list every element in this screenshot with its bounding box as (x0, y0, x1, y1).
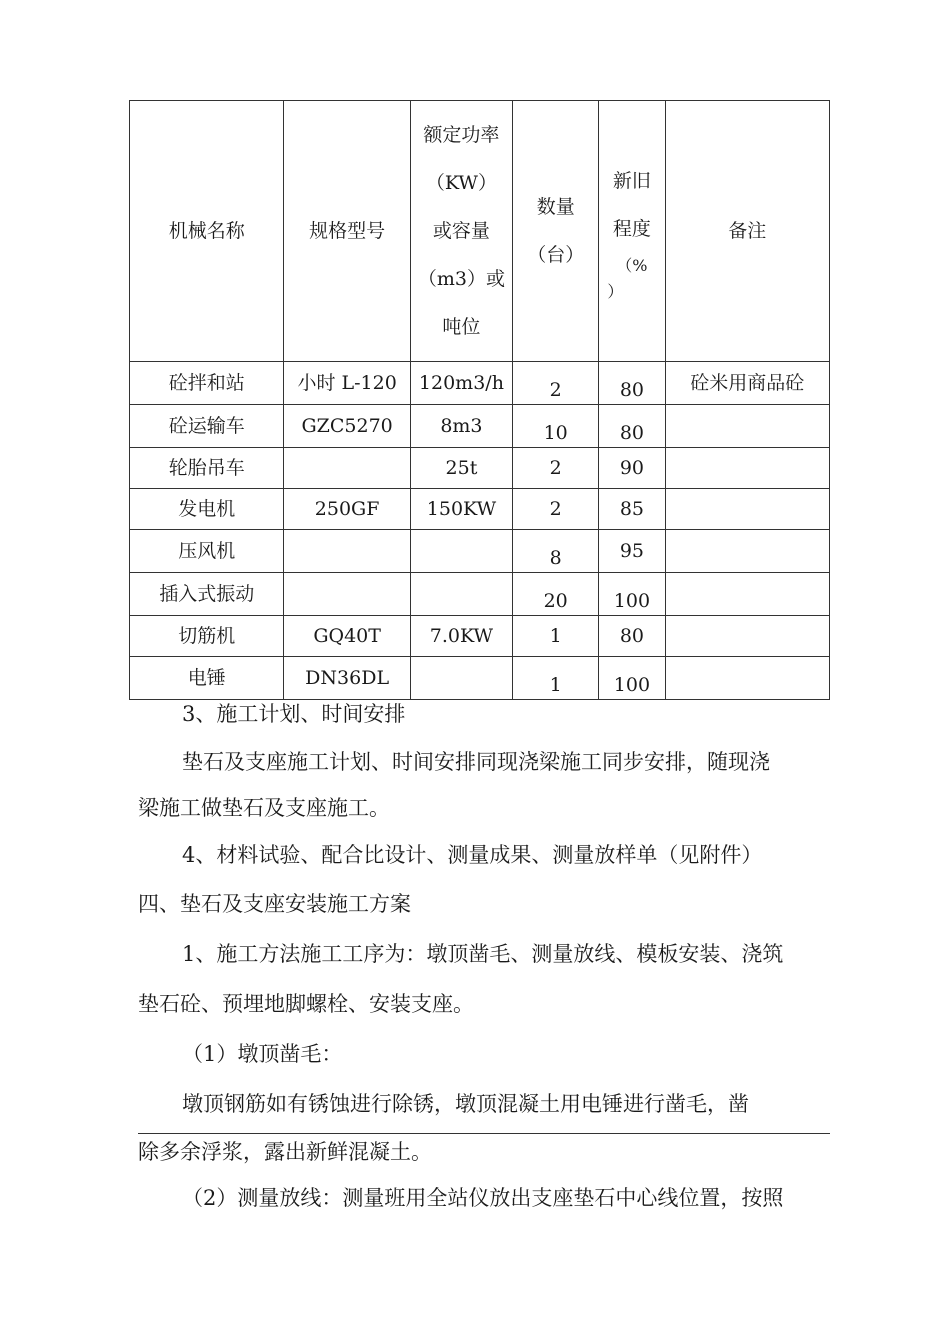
cell-cond: 85 (599, 489, 665, 530)
cell-name: 压风机 (130, 530, 284, 573)
table-row (130, 530, 830, 573)
paragraph-line: （2）测量放线：测量班用全站仪放出支座垫石中心线位置，按照 (182, 1186, 784, 1210)
cell-qty: 2 (513, 489, 599, 530)
section-heading-3: 3、施工计划、时间安排 (182, 702, 406, 726)
header-condition: 新旧 程度 （% ） (599, 101, 665, 362)
cell-remark: 砼米用商品砼 (665, 362, 830, 405)
cell-power: 150KW (410, 489, 512, 530)
cell-name: 砼运输车 (130, 405, 284, 448)
cell-cond: 100 (599, 573, 665, 616)
cell-name: 插入式振动 (130, 573, 284, 616)
header-qty: 数量 （台） (513, 101, 599, 362)
cell-cond: 90 (599, 448, 665, 489)
table-row (130, 616, 830, 657)
cell-remark (665, 530, 830, 573)
paragraph-line: 1、施工方法施工工序为：墩顶凿毛、测量放线、模板安装、浇筑 (182, 942, 784, 966)
paragraph-line: 梁施工做垫石及支座施工。 (138, 796, 390, 820)
cell-remark (665, 489, 830, 530)
cell-remark (665, 657, 830, 700)
cell-power: 7.0KW (410, 616, 512, 657)
cell-qty: 10 (513, 405, 599, 448)
header-power: 额定功率 （KW） 或容量 （m3）或 吨位 (410, 101, 512, 362)
cell-qty: 2 (513, 448, 599, 489)
cell-qty: 8 (513, 530, 599, 573)
cell-cond: 80 (599, 616, 665, 657)
cell-cond: 80 (599, 405, 665, 448)
cell-power (410, 573, 512, 616)
cell-power: 120m3/h (410, 362, 512, 405)
separator-line (138, 1133, 830, 1134)
cell-qty: 1 (513, 616, 599, 657)
table-row (130, 405, 830, 448)
cell-cond: 95 (599, 530, 665, 573)
table-header-row (130, 101, 830, 362)
paragraph-line: 垫石砼、预埋地脚螺栓、安装支座。 (138, 992, 474, 1016)
cell-power (410, 530, 512, 573)
cell-name: 发电机 (130, 489, 284, 530)
paragraph-line: 除多余浮浆，露出新鲜混凝土。 (138, 1140, 432, 1164)
equipment-table (129, 100, 830, 700)
cell-model: 250GF (284, 489, 410, 530)
section-heading-4: 4、材料试验、配合比设计、测量成果、测量放样单（见附件） (182, 843, 763, 867)
cell-cond: 100 (599, 657, 665, 700)
table-row (130, 573, 830, 616)
cell-qty: 20 (513, 573, 599, 616)
cell-power: 8m3 (410, 405, 512, 448)
header-remark: 备注 (665, 101, 830, 362)
table-row (130, 489, 830, 530)
cell-qty: 2 (513, 362, 599, 405)
header-name: 机械名称 (130, 101, 284, 362)
cell-model (284, 573, 410, 616)
cell-model: GZC5270 (284, 405, 410, 448)
cell-name: 切筋机 (130, 616, 284, 657)
cell-cond: 80 (599, 362, 665, 405)
cell-power: 25t (410, 448, 512, 489)
cell-name: 轮胎吊车 (130, 448, 284, 489)
subheading: （1）墩顶凿毛： (182, 1042, 343, 1066)
cell-remark (665, 448, 830, 489)
cell-remark (665, 405, 830, 448)
header-model: 规格型号 (284, 101, 410, 362)
cell-name: 砼拌和站 (130, 362, 284, 405)
cell-model: 小时 L-120 (284, 362, 410, 405)
cell-qty: 1 (513, 657, 599, 700)
paragraph-line: 垫石及支座施工计划、时间安排同现浇梁施工同步安排，随现浇 (182, 750, 770, 774)
cell-remark (665, 573, 830, 616)
table-row (130, 448, 830, 489)
cell-model: DN36DL (284, 657, 410, 700)
cell-model (284, 448, 410, 489)
table-row (130, 362, 830, 405)
cell-model: GQ40T (284, 616, 410, 657)
paragraph-line: 墩顶钢筋如有锈蚀进行除锈，墩顶混凝土用电锤进行凿毛，凿 (182, 1092, 749, 1116)
chapter-heading: 四、垫石及支座安装施工方案 (138, 892, 411, 916)
cell-model (284, 530, 410, 573)
table-row (130, 657, 830, 700)
cell-power (410, 657, 512, 700)
cell-name: 电锤 (130, 657, 284, 700)
cell-remark (665, 616, 830, 657)
